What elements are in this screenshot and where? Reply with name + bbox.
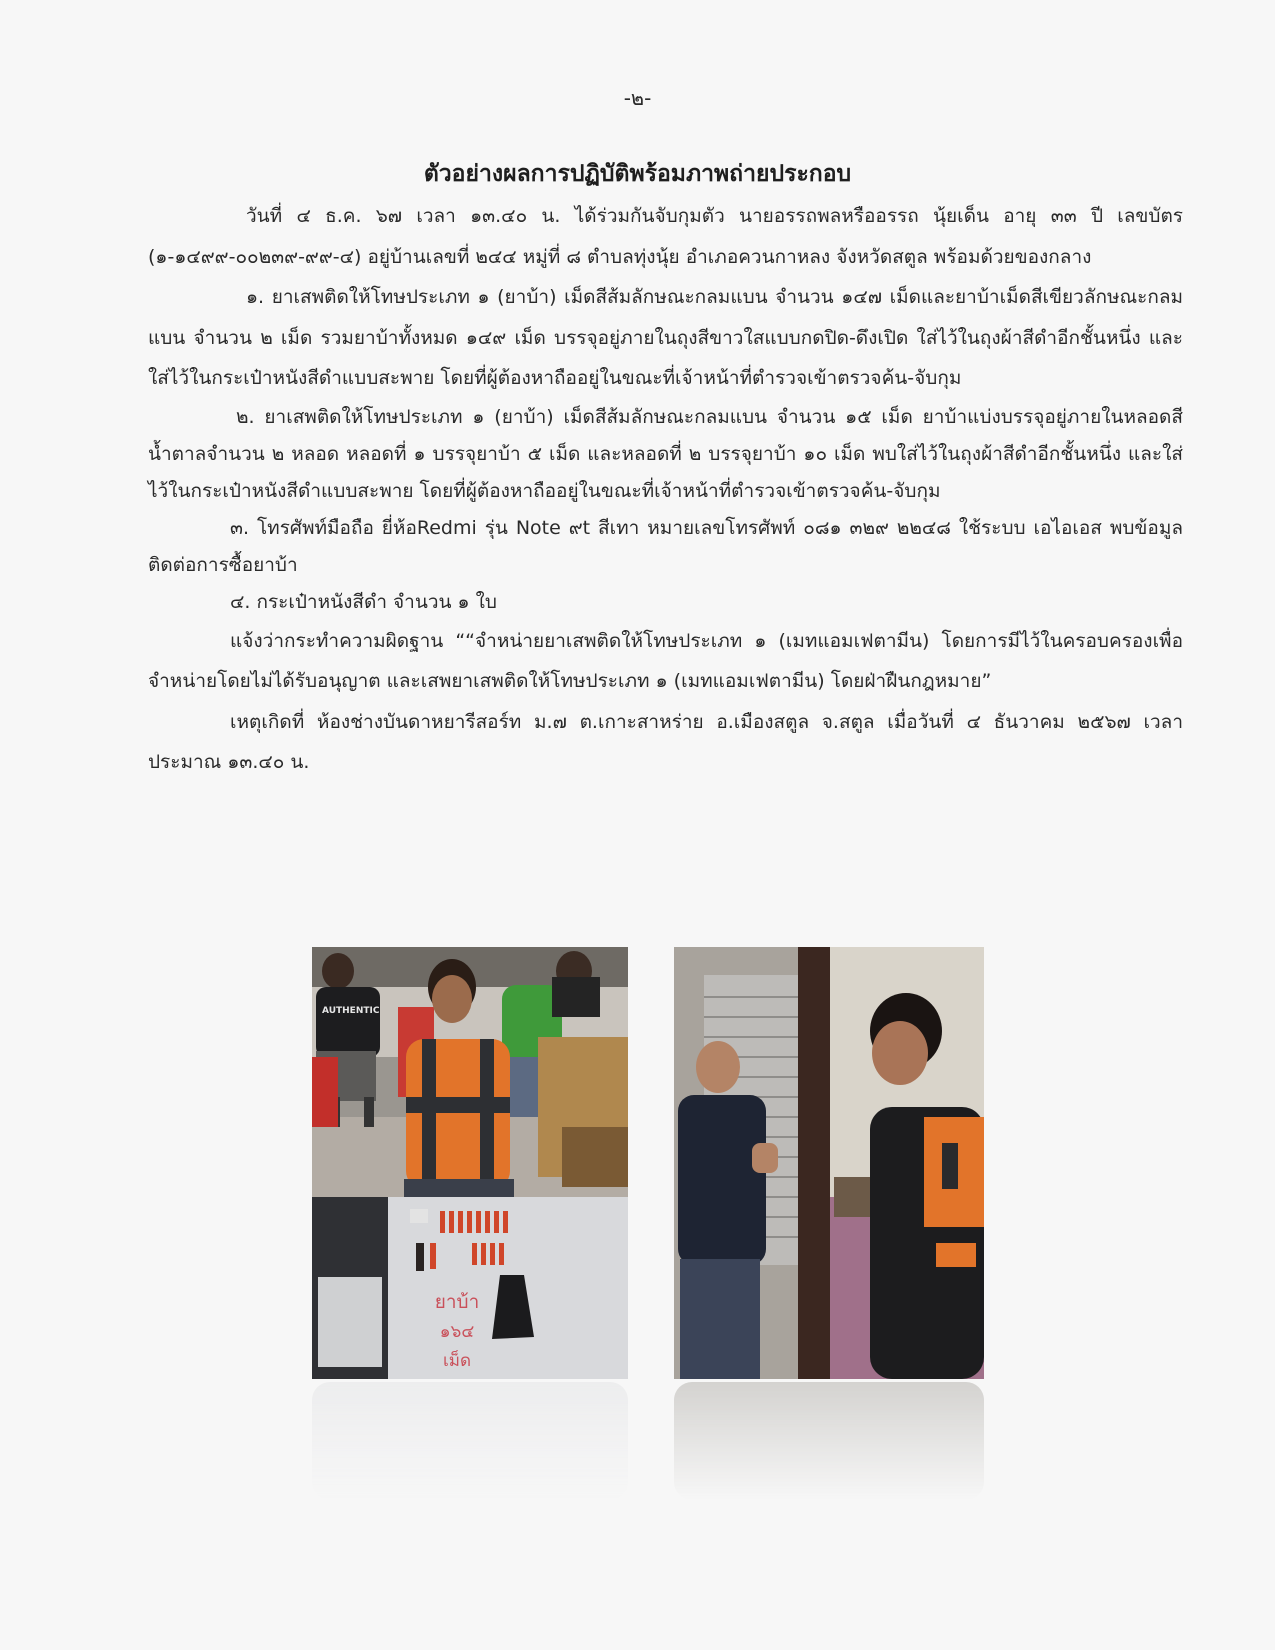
officer-and-suspect-image <box>674 947 984 1379</box>
shirt-text: AUTHENTIC <box>322 1006 380 1016</box>
charge-paragraph: แจ้งว่ากระทำความผิดฐาน ““จำหน่ายยาเสพติดให้โทษประเภท ๑ (เมทแอมเฟตามีน) โดยการมีไว้ในครอบครองเพื่อจำหน่ายโดยไม่ได้รับอนุญาต และเสพยาเสพติดให้โทษประเภท ๑ (เมทแอมเฟตามีน) โดยฝ่าฝืนกฎหมาย” <box>148 629 1183 692</box>
evidence-item-2: ๒. ยาเสพติดให้โทษประเภท ๑ (ยาบ้า) เม็ดสีส้มลักษณะกลมแบน จำนวน ๑๕ เม็ด ยาบ้าแบ่งบรรจุอยู่ภายในหลอดสีน้ำตาลจำนวน ๒ หลอด หลอดที่ ๑ บรรจุยาบ้า ๕ เม็ด และหลอดที่ ๒ บรรจุยาบ้า ๑๐ เม็ด พบใส่ไว้ในถุงผ้าสีดำอีกชั้นหนึ่ง และใส่ไว้ในกระเป๋าหนังสีดำแบบสะพาย โดยที่ผู้ต้องหาถืออยู่ในขณะที่เจ้าหน้าที่ตำรวจเข้าตรวจค้น-จับกุม <box>148 405 1183 502</box>
evidence-label-line1: ยาบ้า <box>434 1291 480 1313</box>
photo-reflection-right <box>674 1382 984 1500</box>
evidence-item-4: ๔. กระเป๋าหนังสีดำ จำนวน ๑ ใบ <box>230 590 497 613</box>
photo-reflection-left <box>312 1382 628 1500</box>
evidence-item-3: ๓. โทรศัพท์มือถือ ยี่ห้อRedmi รุ่น Note ๙t สีเทา หมายเลขโทรศัพท์ ๐๘๑ ๓๒๙ ๒๒๔๘ ใช้ระบบ เอไอเอส พบข้อมูลติดต่อการซื้อยาบ้า <box>148 516 1183 576</box>
evidence-item-1: ๑. ยาเสพติดให้โทษประเภท ๑ (ยาบ้า) เม็ดสีส้มลักษณะกลมแบน จำนวน ๑๔๗ เม็ดและยาบ้าเม็ดสีเขียวลักษณะกลมแบน จำนวน ๒ เม็ด รวมยาบ้าทั้งหมด ๑๔๙ เม็ด บรรจุอยู่ภายในถุงสีขาวใสแบบกดปิด-ดึงเปิด ใส่ไว้ในถุงผ้าสีดำอีกชั้นหนึ่ง และใส่ไว้ในกระเป๋าหนังสีดำแบบสะพาย โดยที่ผู้ต้องหาถืออยู่ในขณะที่เจ้าหน้าที่ตำรวจเข้าตรวจค้น-จับกุม <box>148 286 1183 389</box>
arrest-intro-paragraph: วันที่ ๔ ธ.ค. ๖๗ เวลา ๑๓.๔๐ น. ได้ร่วมกันจับกุมตัว นายอรรถพลหรืออรรถ นุ้ยเด็น อายุ ๓๓ ปี เลขบัตร (๑-๑๔๙๙-๐๐๒๓๙-๙๙-๔) อยู่บ้านเลขที่ ๒๔๔ หมู่ที่ ๘ ตำบลทุ่งนุ้ย อำเภอควนกาหลง จังหวัดสตูล พร้อมด้วยของกลาง <box>148 205 1183 268</box>
page-number: -๒- <box>623 86 652 110</box>
document-title: ตัวอย่างผลการปฏิบัติพร้อมภาพถ่ายประกอบ <box>423 161 852 187</box>
evidence-label-line2: ๑๖๔ <box>439 1322 475 1342</box>
suspect-with-evidence-image <box>312 947 628 1379</box>
evidence-label-line3: เม็ด <box>442 1351 472 1371</box>
evidence-photo-right <box>674 947 984 1379</box>
location-paragraph: เหตุเกิดที่ ห้องช่างบันดาหยารีสอร์ท ม.๗ ต.เกาะสาหร่าย อ.เมืองสตูล จ.สตูล เมื่อวันที่ ๔ ธันวาคม ๒๕๖๗ เวลาประมาณ ๑๓.๔๐ น. <box>148 710 1183 773</box>
evidence-photo-left <box>312 947 628 1379</box>
document-body <box>148 196 1183 783</box>
